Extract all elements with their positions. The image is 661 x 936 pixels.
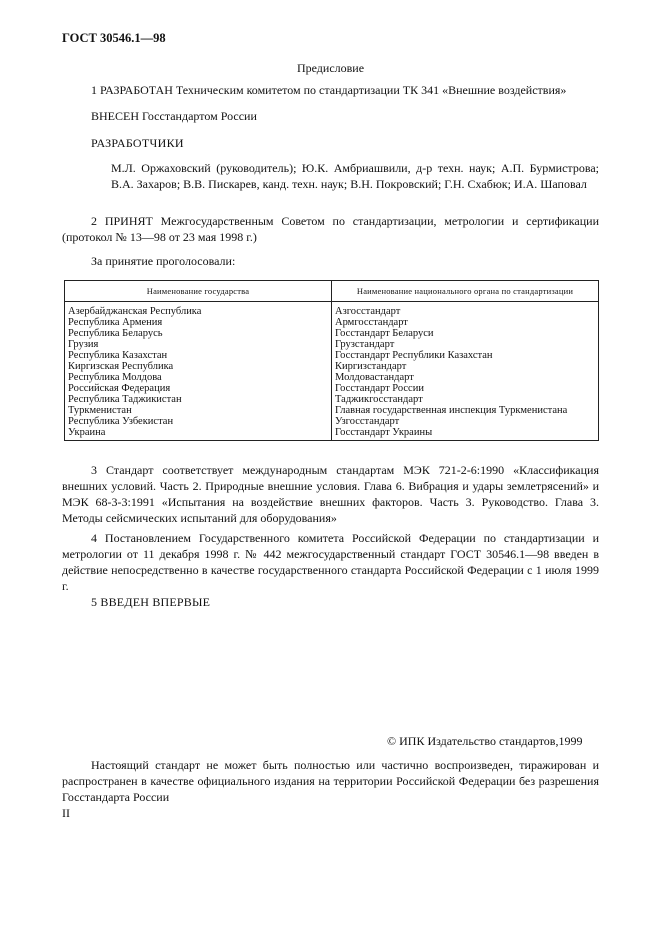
state-name: Российская Федерация — [68, 383, 171, 394]
column-header-national-body: Наименование национального органа по стандартизации — [332, 281, 599, 302]
national-body-name: Главная государственная инспекция Туркменистана — [335, 405, 568, 416]
national-body-name: Госстандарт Украины — [335, 427, 433, 438]
state-name: Республика Молдова — [68, 372, 162, 383]
national-body-name: Узгосстандарт — [335, 416, 400, 427]
state-name: Республика Беларусь — [68, 328, 163, 339]
page-number: II — [62, 806, 70, 820]
item-5-first-introduced: 5 ВВЕДЕН ВПЕРВЫЕ — [91, 595, 211, 609]
states-column — [65, 302, 332, 441]
state-name: Грузия — [68, 339, 99, 350]
national-body-name: Таджикгосстандарт — [335, 394, 423, 405]
national-body-name: Грузстандарт — [335, 339, 395, 350]
national-body-name: Армгосстандарт — [335, 317, 408, 328]
state-name: Республика Таджикистан — [68, 394, 182, 405]
state-name: Азербайджанская Республика — [68, 306, 202, 317]
introduced-by: ВНЕСЕН Госстандартом России — [91, 109, 257, 123]
document-code-header: ГОСТ 30546.1—98 — [62, 31, 166, 45]
state-name: Республика Узбекистан — [68, 416, 174, 427]
voted-label: За принятие проголосовали: — [91, 254, 236, 268]
foreword-title: Предисловие — [296, 61, 365, 75]
item-3-compliance: 3 Стандарт соответствует международным стандартам МЭК 721-2-6:1990 «Классификация внешних условий. Часть 2. Природные внешние условия. Глава 6. Вибрация и удары землетрясений» и МЭК 68-3-3:1991 «Испытания на воздействие внешних факторов. Часть 3. Руководство. Глава 3. Методы сейсмических испытаний для оборудования» — [62, 463, 599, 525]
state-name: Республика Армения — [68, 317, 163, 328]
state-name: Киргизская Республика — [68, 361, 174, 372]
item-2-adopted: 2 ПРИНЯТ Межгосударственным Советом по стандартизации, метрологии и сертификации (протокол № 13—98 от 23 мая 1998 г.) — [62, 214, 599, 244]
national-body-name: Киргизстандарт — [335, 361, 407, 372]
item-4-enactment: 4 Постановлением Государственного комитета Российской Федерации по стандартизации и метрологии от 11 декабря 1998 г. № 442 межгосударственный стандарт ГОСТ 30546.1—98 введен в действие непосредственно в качестве государственного стандарта Российской Федерации с 1 июля 1999 г. — [62, 531, 599, 593]
copyright-line: © ИПК Издательство стандартов,1999 — [387, 734, 583, 748]
national-body-name: Госстандарт России — [335, 383, 424, 394]
national-bodies-column — [332, 302, 599, 441]
national-body-name: Госстандарт Беларуси — [335, 328, 434, 339]
item-1-developed: 1 РАЗРАБОТАН Техническим комитетом по стандартизации ТК 341 «Внешние воздействия» — [91, 83, 567, 97]
state-name: Туркменистан — [68, 405, 132, 416]
voting-states-table — [64, 280, 599, 441]
national-body-name: Азгосстандарт — [335, 306, 401, 317]
developers-list: М.Л. Оржаховский (руководитель); Ю.К. Амбриашвили, д-р техн. наук; А.П. Бурмистрова; В.А. Захаров; В.В. Пискарев, канд. техн. наук; В.Н. Покровский; Г.Н. Схабюк; И.А. Шаповал — [111, 161, 599, 191]
developers-label: РАЗРАБОТЧИКИ — [91, 136, 184, 150]
reproduction-notice: Настоящий стандарт не может быть полностью или частично воспроизведен, тиражирован и распространен в качестве официального издания на территории Российской Федерации без разрешения Госстандарта России — [62, 758, 599, 804]
column-header-state: Наименование государства — [65, 281, 332, 302]
state-name: Украина — [68, 427, 106, 438]
national-body-name: Госстандарт Республики Казахстан — [335, 350, 493, 361]
state-name: Республика Казахстан — [68, 350, 168, 361]
national-body-name: Молдовастандарт — [335, 372, 414, 383]
